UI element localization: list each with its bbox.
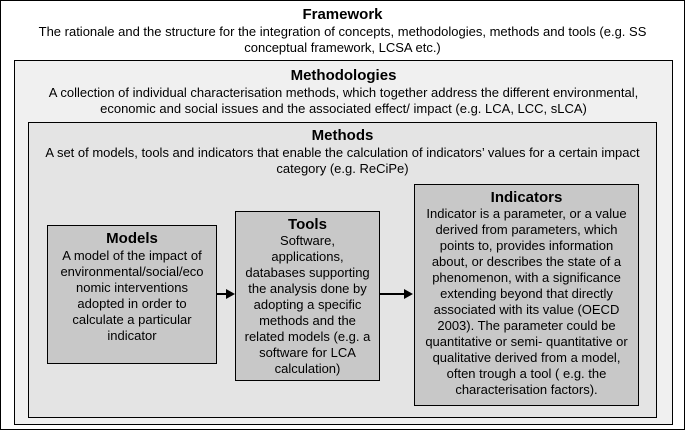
models-line-1: A model of the impact of [62,248,202,263]
indicators-box [414,184,639,406]
indicators-line-2: derived from parameters, which [435,222,618,237]
tools-to-indicators-arrow-head [404,289,413,299]
tools-line-9: calculation) [274,361,341,376]
methodologies-line-1: A collection of individual characterisation methods, which together address the different environmental, [48,85,639,100]
models-box [47,225,217,364]
tools-line-2: applications, [271,249,344,264]
framework-description [7,24,678,56]
methodologies-title: Methodologies [290,67,397,84]
indicators-line-8: 2003). The parameter could be [437,318,616,333]
tools-line-3: databases supporting [245,265,370,280]
tools-line-6: methods and the [259,313,356,328]
indicators-line-12: characterisation factors). [455,382,598,397]
tools-line-7: related models (e.g. a [244,329,371,344]
models-line-6: indicator [107,328,157,343]
indicators-line-9: quantitative or semi- quantitative or [425,334,628,349]
indicators-line-3: points to, provides information [439,238,614,253]
tools-title: Tools [288,216,327,233]
framework-line-2: conceptual framework, LCSA etc.) [244,40,441,55]
tools-description [238,233,377,377]
framework-line-1: The rationale and the structure for the integration of concepts, methodologies, methods and tools (e.g. SS [38,24,647,39]
tools-line-8: software for LCA [259,345,356,360]
methods-title: Methods [311,127,374,144]
indicators-title: Indicators [490,189,563,206]
indicators-line-6: extending beyond that directly [440,286,613,301]
models-to-tools-arrow-head [226,289,235,299]
tools-line-4: the analysis done by [248,281,367,296]
indicators-line-10: qualitative derived from a model, [432,350,621,365]
indicators-line-4: about, or describes the state of a [431,254,622,269]
tools-box [235,211,380,381]
methods-line-1: A set of models, tools and indicators that enable the calculation of indicators’ values for a certain impact [45,145,640,160]
models-line-2: environmental/social/eco [60,264,204,279]
methodologies-line-2: economic and social issues and the associated effect/ impact (e.g. LCA, LCC, sLCA) [100,101,587,116]
models-line-3: nomic interventions [76,280,188,295]
indicators-line-7: associated with its value (OECD [433,302,620,317]
methodologies-description [19,85,668,117]
tools-line-5: adopting a specific [253,297,362,312]
indicators-description [417,206,636,398]
indicators-line-11: often trough a tool ( e.g. the [446,366,607,381]
indicators-line-5: phenomenon, with a significance [432,270,621,285]
indicators-line-1: Indicator is a parameter, or a value [426,206,627,221]
models-description [50,248,214,344]
models-line-5: calculate a particular [72,312,192,327]
models-title: Models [106,230,158,247]
models-line-4: adopted in order to [77,296,187,311]
tools-to-indicators-arrow-line [380,293,404,295]
methods-description [33,145,652,177]
tools-line-1: Software, [280,233,335,248]
methods-line-2: category (e.g. ReCiPe) [276,161,409,176]
models-to-tools-arrow-line [217,293,226,295]
framework-title: Framework [302,6,383,23]
